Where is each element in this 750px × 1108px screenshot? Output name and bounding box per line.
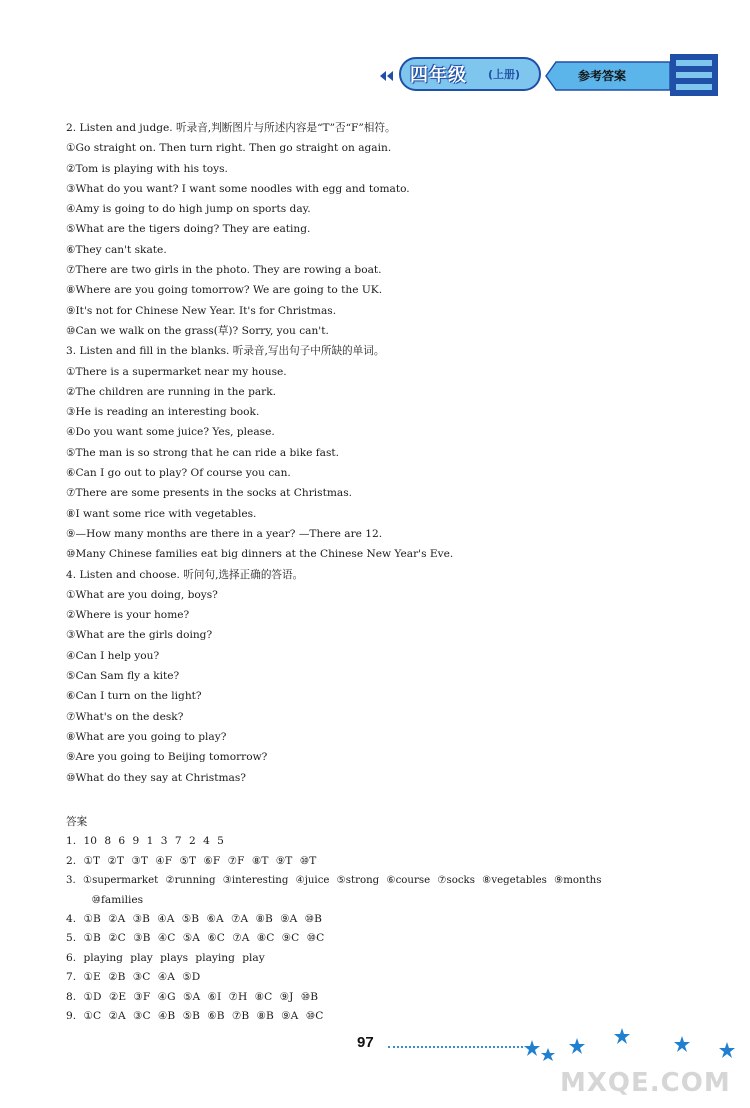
transcript-line: ⑥Can I go out to play? Of course you can. <box>66 467 291 480</box>
transcript-line: ⑦There are two girls in the photo. They are rowing a boat. <box>66 264 382 277</box>
answer-text: 3. ①supermarket ②running ③interesting ④juice ⑤strong ⑥course ⑦socks ⑧vegetables ⑨months <box>66 875 602 887</box>
answers-title: 答案 <box>66 816 88 828</box>
transcript-line: ③What are the girls doing? <box>66 629 213 642</box>
transcript-line: ⑤What are the tigers doing? They are eating. <box>66 223 311 236</box>
answer-text: 7. ①E ②B ③C ④A ⑤D <box>66 971 201 984</box>
transcript-line: ④Amy is going to do high jump on sports day. <box>66 203 311 216</box>
transcript-line: ⑦What's on the desk? <box>66 710 184 723</box>
transcript-line: ④Can I help you? <box>66 649 160 662</box>
grade-label: 四年级 <box>410 65 467 86</box>
transcript-line: ⑨It's not for Chinese New Year. It's for Christmas. <box>66 304 337 317</box>
answers-section <box>66 813 706 1026</box>
page-number: 97 <box>357 1034 374 1051</box>
answer-text: 9. ①C ②A ③C ④B ⑤B ⑥B ⑦B ⑧B ⑨A ⑩C <box>66 1009 324 1022</box>
transcript-line: ②The children are running in the park. <box>66 385 277 398</box>
star-decoration-icon <box>522 1022 742 1072</box>
transcript-line: ③What do you want? I want some noodles with egg and tomato. <box>66 182 410 195</box>
answer-line <box>66 949 706 968</box>
transcript-line: ⑨—How many months are there in a year? —There are 12. <box>66 527 383 540</box>
transcript-line: ②Tom is playing with his toys. <box>66 162 228 175</box>
transcript-line: ⑥Can I turn on the light? <box>66 690 202 703</box>
transcript-line: ⑧Where are you going tomorrow? We are going to the UK. <box>66 284 383 297</box>
transcript-line: ⑩Many Chinese families eat big dinners at the Chinese New Year's Eve. <box>66 548 454 561</box>
transcript-line: ⑧What are you going to play? <box>66 730 227 743</box>
transcript-line: ⑧I want some rice with vegetables. <box>66 507 257 520</box>
section-4-title: 4. Listen and choose. 听问句,选择正确的答语。 <box>66 568 304 581</box>
transcript-line: ②Where is your home? <box>66 609 190 622</box>
section-2-title: 2. Listen and judge. 听录音,判断图片与所述内容是“T”否“F”相符。 <box>66 122 396 134</box>
transcript-line: ⑥They can't skate. <box>66 243 167 256</box>
answer-text: 5. ①B ②C ③B ④C ⑤A ⑥C ⑦A ⑧C ⑨C ⑩C <box>66 932 325 945</box>
transcript-line: ⑦There are some presents in the socks at Christmas. <box>66 487 353 500</box>
answer-line <box>66 988 706 1007</box>
transcript-line: ①There is a supermarket near my house. <box>66 365 287 378</box>
answer-text: 1. 10 8 6 9 1 3 7 2 4 5 <box>66 835 224 848</box>
answer-key-label: 参考答案 <box>578 69 627 83</box>
transcript-line: ③He is reading an interesting book. <box>66 406 260 419</box>
volume-label: (上册) <box>488 68 521 81</box>
answer-text: ⑩families <box>66 893 144 906</box>
watermark-text: MXQE.COM <box>560 1068 731 1098</box>
answer-text: 8. ①D ②E ③F ④G ⑤A ⑥I ⑦H ⑧C ⑨J ⑩B <box>66 990 319 1003</box>
answer-line <box>66 852 706 871</box>
answer-text: 6. playing play plays playing play <box>66 951 265 964</box>
answer-line <box>66 929 706 948</box>
transcript-line: ①Go straight on. Then turn right. Then go straight on again. <box>66 142 392 155</box>
transcript-line: ①What are you doing, boys? <box>66 588 218 601</box>
transcript-line: ⑤The man is so strong that he can ride a bike fast. <box>66 446 340 459</box>
answer-line <box>66 832 706 851</box>
section-3-title: 3. Listen and fill in the blanks. 听录音,写出句子中所缺的单词。 <box>66 345 385 358</box>
answer-text: 2. ①T ②T ③T ④F ⑤T ⑥F ⑦F ⑧T ⑨T ⑩T <box>66 854 317 867</box>
answer-line <box>66 891 706 910</box>
transcript-line: ⑩What do they say at Christmas? <box>66 771 246 784</box>
answer-line <box>66 910 706 929</box>
transcript-line: ⑩Can we walk on the grass(草)? Sorry, you can't. <box>66 324 329 337</box>
header-banner <box>370 54 720 100</box>
dotted-rule <box>388 1046 523 1048</box>
transcript-line: ④Do you want some juice? Yes, please. <box>66 426 275 439</box>
transcript-line: ⑤Can Sam fly a kite? <box>66 670 180 683</box>
answer-line <box>66 968 706 987</box>
transcript-section <box>66 118 706 788</box>
answer-text: 4. ①B ②A ③B ④A ⑤B ⑥A ⑦A ⑧B ⑨A ⑩B <box>66 912 322 925</box>
answer-line <box>66 871 706 890</box>
transcript-line: ⑨Are you going to Beijing tomorrow? <box>66 751 268 764</box>
